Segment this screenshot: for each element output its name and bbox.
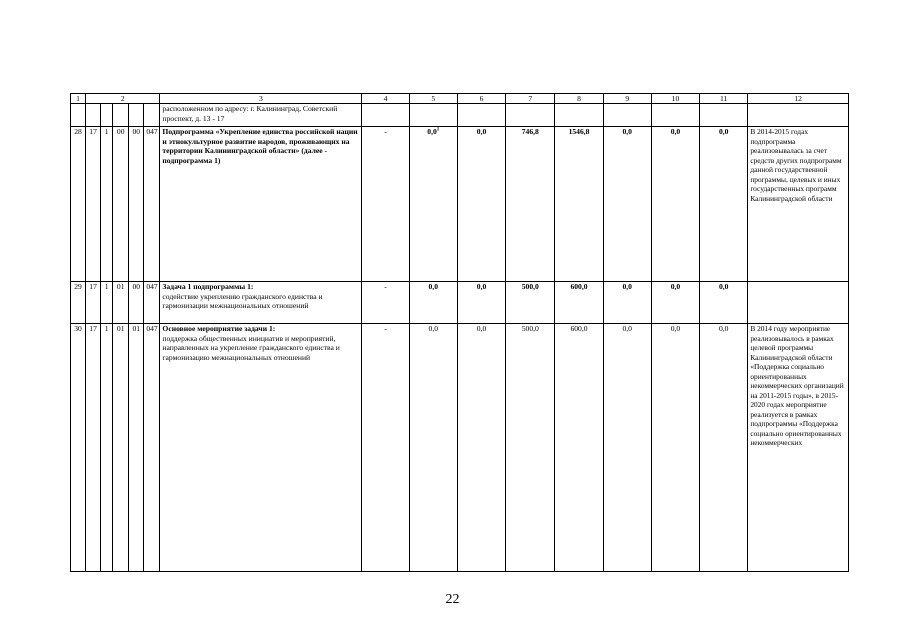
header-cell-6: 6 bbox=[457, 94, 505, 104]
table-row bbox=[71, 282, 849, 324]
page-number: 22 bbox=[445, 592, 460, 607]
continuation-text: расположенном по адресу: г. Калининград, Советский проспект, д. 13 - 17 bbox=[160, 104, 362, 127]
code-task: 00 bbox=[113, 127, 129, 282]
code-gp: 17 bbox=[86, 127, 101, 282]
note-cell bbox=[748, 282, 849, 324]
code-pp: 1 bbox=[101, 324, 113, 572]
note-cell: В 2014 году мероприятие реализовывалось в рамках целевой программы Калининградской области «Поддержка социально ориентированных некоммерческих организаций на 2011-2015 годы», в 2015-2020 годах мероприятие реализуется в рамках подпрограммы «Поддержка социально ориентированных некоммерческих bbox=[748, 324, 849, 572]
code-task: 01 bbox=[113, 282, 129, 324]
value-col-5: 0,0 bbox=[409, 324, 457, 572]
code-grbs: 047 bbox=[144, 282, 160, 324]
header-cell-12: 12 bbox=[748, 94, 849, 104]
code-pp: 1 bbox=[101, 282, 113, 324]
value-col-11: 0,0 bbox=[700, 127, 748, 282]
header-cell-2: 2 bbox=[86, 94, 160, 104]
table-row bbox=[71, 127, 849, 282]
value-col-8: 600,0 bbox=[555, 324, 603, 572]
header-cell-7: 7 bbox=[506, 94, 555, 104]
continuation-row bbox=[71, 104, 849, 127]
value-col-9: 0,0 bbox=[603, 127, 651, 282]
item-description: поддержка общественных инициатив и мероприятий, направленных на укрепление гражданского единства и гармонизацию межнациональных отношений bbox=[162, 333, 340, 362]
header-cell-1: 1 bbox=[71, 94, 86, 104]
header-cell-10: 10 bbox=[651, 94, 699, 104]
table-row bbox=[71, 324, 849, 572]
code-gp: 17 bbox=[86, 324, 101, 572]
item-name-cell bbox=[160, 127, 362, 282]
item-name-cell bbox=[160, 282, 362, 324]
header-cell-11: 11 bbox=[700, 94, 748, 104]
value-col-9: 0,0 bbox=[603, 282, 651, 324]
value-col-5: 0,0 bbox=[409, 282, 457, 324]
note-cell: В 2014-2015 годах подпрограмма реализовывалась за счет средств других подпрограмм данной государственной программы, целевых и иных государственных программ Калининградской области bbox=[748, 127, 849, 282]
value-col-4: - bbox=[362, 282, 409, 324]
header-cell-3: 3 bbox=[160, 94, 362, 104]
value-col-11: 0,0 bbox=[700, 324, 748, 572]
item-title: Подпрограмма «Укрепление единства российской нации и этнокультурное развитие народов, проживающих на территории Калининградской области» (далее - подпрограмма 1) bbox=[162, 127, 358, 165]
code-event: 00 bbox=[129, 127, 144, 282]
value-col-4: - bbox=[362, 127, 409, 282]
code-grbs: 047 bbox=[144, 127, 160, 282]
header-cell-8: 8 bbox=[555, 94, 603, 104]
item-title: Задача 1 подпрограммы 1: bbox=[162, 282, 254, 291]
item-name-cell bbox=[160, 324, 362, 572]
code-pp: 1 bbox=[101, 127, 113, 282]
value-col-6: 0,0 bbox=[457, 127, 505, 282]
value-col-9: 0,0 bbox=[603, 324, 651, 572]
code-event: 00 bbox=[129, 282, 144, 324]
footnote-marker: 1 bbox=[436, 127, 440, 133]
value-col-6: 0,0 bbox=[457, 282, 505, 324]
row-number: 29 bbox=[71, 282, 86, 324]
header-cell-5: 5 bbox=[409, 94, 457, 104]
value-col-10: 0,0 bbox=[651, 282, 699, 324]
value-col-10: 0,0 bbox=[651, 127, 699, 282]
value-col-8: 1546,8 bbox=[555, 127, 603, 282]
value-col-7: 500,0 bbox=[506, 324, 555, 572]
item-description: содействие укреплению гражданского единства и гармонизации межнациональных отношений bbox=[162, 291, 323, 311]
header-cell-4: 4 bbox=[362, 94, 409, 104]
budget-table bbox=[70, 93, 849, 572]
value-col-6: 0,0 bbox=[457, 324, 505, 572]
value-col-4: - bbox=[362, 324, 409, 572]
code-grbs: 047 bbox=[144, 324, 160, 572]
row-number: 28 bbox=[71, 127, 86, 282]
item-title: Основное мероприятие задачи 1: bbox=[162, 324, 276, 333]
value-col-7: 500,0 bbox=[506, 282, 555, 324]
code-gp: 17 bbox=[86, 282, 101, 324]
value-col-5: $0,0^1$ bbox=[409, 127, 457, 282]
row-number: 30 bbox=[71, 324, 86, 572]
value-col-8: 600,0 bbox=[555, 282, 603, 324]
value-col-11: 0,0 bbox=[700, 282, 748, 324]
header-row bbox=[71, 94, 849, 104]
code-task: 01 bbox=[113, 324, 129, 572]
value-col-7: 746,8 bbox=[506, 127, 555, 282]
code-event: 01 bbox=[129, 324, 144, 572]
header-cell-9: 9 bbox=[603, 94, 651, 104]
value-col-10: 0,0 bbox=[651, 324, 699, 572]
